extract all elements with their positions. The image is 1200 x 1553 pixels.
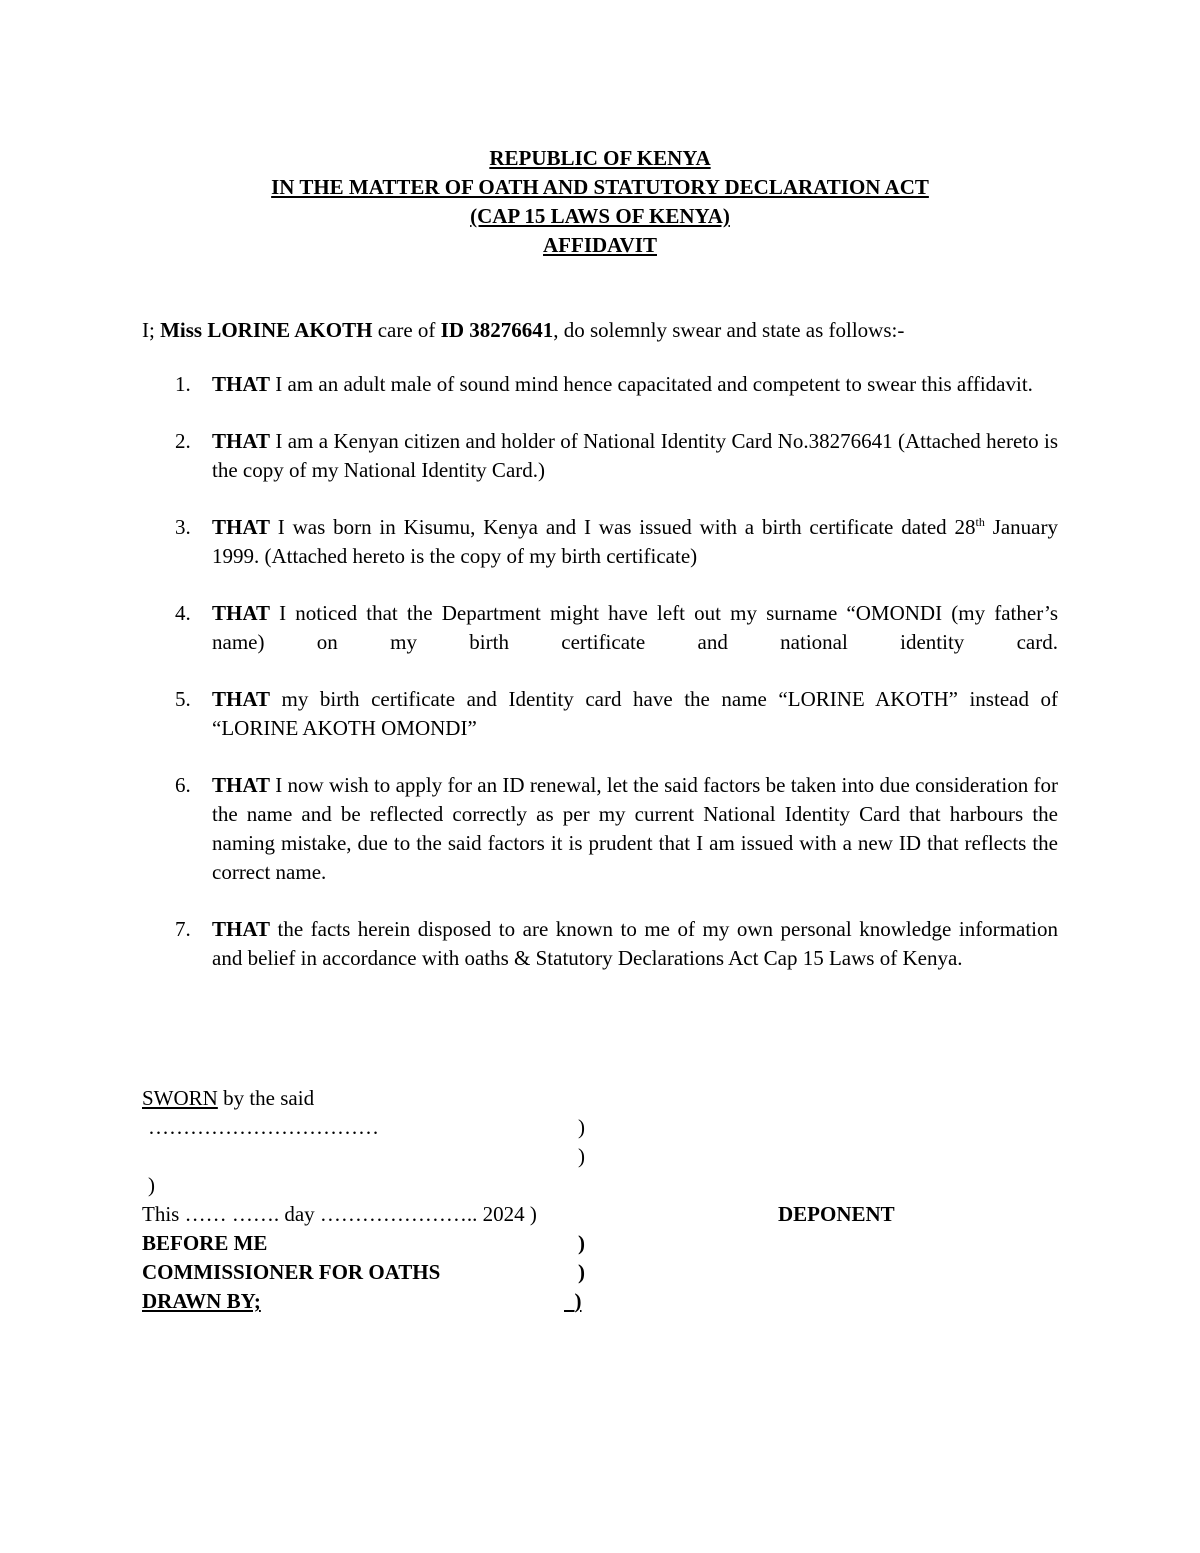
sworn-label: SWORN [142,1086,218,1110]
intro-prefix: I; [142,318,161,342]
signature-block [142,1084,1062,1316]
deponent-id: ID 38276641 [440,318,554,342]
bracket: ) [578,1231,585,1255]
date-line [142,1200,1062,1229]
clause-text: I noticed that the Department might have left out my surname “OMONDI (my father’s name) on my birth certificate and national identity card. [212,601,1058,654]
clause-lead: THAT [212,773,270,797]
before-me-line [142,1229,1062,1258]
clause-item [175,427,1058,485]
deponent-label: DEPONENT [778,1202,895,1226]
clause-item [175,513,1058,571]
commissioner-label: COMMISSIONER FOR OATHS [142,1260,441,1284]
clause-text: I am an adult male of sound mind hence capacitated and competent to swear this affidavit. [269,372,1033,396]
clause-text: I was born in Kisumu, Kenya and I was issued with a birth certificate dated 28 [269,515,976,539]
clause-lead: THAT [212,372,270,396]
heading-matter: IN THE MATTER OF OATH AND STATUTORY DECLARATION ACT [271,175,929,199]
name-dots-line [142,1113,1062,1142]
clause-text-continued: January 1999. (Attached hereto is the copy of my birth certificate) [212,515,1058,568]
clause-item [175,685,1058,743]
sworn-line [142,1084,1062,1113]
clause-number: 6. [175,773,191,797]
clause-number: 1. [175,372,191,396]
clause-item [175,370,1058,399]
clause-superscript: th [975,515,985,529]
drawn-by-label: DRAWN BY; [142,1289,261,1313]
clause-text: my birth certificate and Identity card have the name “LORINE AKOTH” instead of “LORINE AKOTH OMONDI” [212,687,1058,740]
bracket: ) [578,1144,585,1168]
clause-lead: THAT [212,687,270,711]
heading-cap: (CAP 15 LAWS OF KENYA) [470,204,730,228]
clause-lead: THAT [212,429,270,453]
clause-item [175,915,1058,973]
heading-republic: REPUBLIC OF KENYA [489,146,711,170]
clause-lead: THAT [212,917,270,941]
clause-text: I now wish to apply for an ID renewal, let the said factors be taken into due consideration for the name and be reflected correctly as per my current National Identity Card that harbours the naming mistake, due to the said factors it is prudent that I am issued with a new ID that reflects the correct name. [212,773,1058,884]
clause-lead: THAT [212,515,270,539]
intro-suffix: , do solemnly swear and state as follows:- [553,318,905,342]
drawn-by-line [142,1287,1062,1316]
document-heading [0,144,1200,260]
name-dots: …………………………… [148,1115,379,1139]
clause-number: 4. [175,601,191,625]
commissioner-line [142,1258,1062,1287]
before-me-label: BEFORE ME [142,1231,268,1255]
intro-statement [142,316,1062,345]
intro-care-of: care of [372,318,441,342]
heading-affidavit: AFFIDAVIT [543,233,657,257]
bracket: ) [578,1260,585,1284]
blank-line [142,1171,1062,1200]
bracket: ) [148,1173,155,1197]
clause-number: 2. [175,429,191,453]
bracket: ) [578,1115,585,1139]
clause-text: I am a Kenyan citizen and holder of National Identity Card No.38276641 (Attached hereto is the copy of my National Identity Card.) [212,429,1058,482]
clause-number: 7. [175,917,191,941]
clause-list [175,370,1058,1001]
blank-line [142,1142,1062,1171]
date-text: This …… ……. day ………………….. 2024 ) [142,1202,537,1226]
clause-item [175,771,1058,887]
clause-number: 3. [175,515,191,539]
sworn-rest: by the said [217,1086,315,1110]
clause-item [175,599,1058,657]
clause-lead: THAT [212,601,270,625]
clause-text: the facts herein disposed to are known to me of my own personal knowledge information and belief in accordance with oaths & Statutory Declarations Act Cap 15 Laws of Kenya. [212,917,1058,970]
deponent-name: Miss LORINE AKOTH [160,318,373,342]
bracket: ) [574,1289,582,1313]
clause-number: 5. [175,687,191,711]
